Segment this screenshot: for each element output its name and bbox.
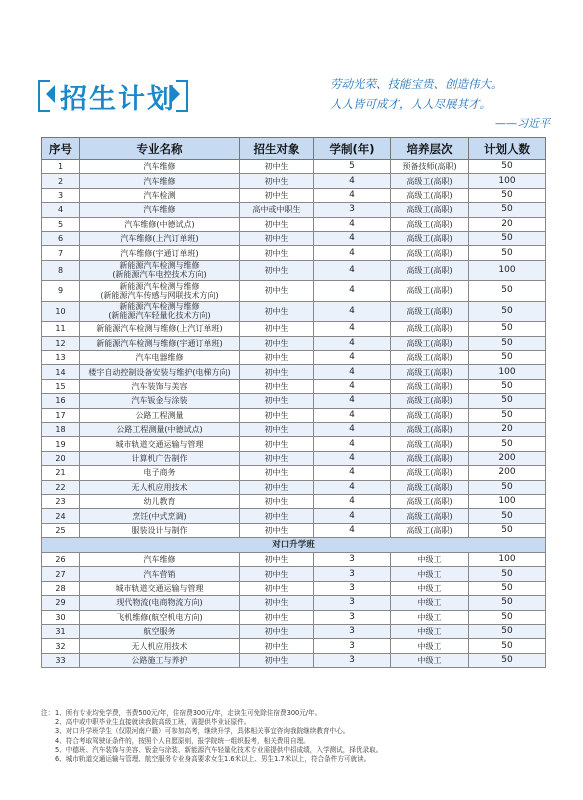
table-cell: 中级工 (391, 596, 469, 610)
table-row (42, 260, 546, 281)
table-cell: 初中生 (240, 509, 314, 523)
table-cell: 公路工程测量(中德试点) (80, 422, 240, 436)
table-cell: 初中生 (240, 437, 314, 451)
table-cell: 初中生 (240, 523, 314, 537)
bracket-right-decoration (176, 80, 188, 112)
table-cell: 初中生 (240, 160, 314, 174)
table-cell: 50 (469, 231, 546, 245)
note-row (41, 746, 551, 755)
table-cell: 4 (314, 174, 391, 188)
table-cell: 高级工(高职) (391, 379, 469, 393)
table-cell: 汽车维修 (80, 174, 240, 188)
table-cell: 50 (469, 188, 546, 202)
table-cell: 高级工(高职) (391, 466, 469, 480)
table-cell: 4 (314, 466, 391, 480)
table-cell: 初中生 (240, 480, 314, 494)
table-cell: 汽车钣金与涂装 (80, 394, 240, 408)
table-cell: 4 (314, 480, 391, 494)
table-cell: 初中生 (240, 567, 314, 581)
table-cell: 初中生 (240, 379, 314, 393)
table-cell: 4 (314, 281, 391, 302)
table-cell: 汽车维修(中德试点) (80, 217, 240, 231)
table-cell: 4 (314, 260, 391, 281)
table-cell: 4 (314, 351, 391, 365)
table-cell: 11 (42, 322, 80, 336)
table-row (42, 451, 546, 465)
quote-line-2: 人人皆可成才，人人尽展其才。 (330, 97, 491, 111)
table-row (42, 203, 546, 217)
table-cell: 初中生 (240, 596, 314, 610)
table-cell: 30 (42, 610, 80, 624)
table-cell: 烹饪(中式烹调) (80, 509, 240, 523)
table-cell: 高级工(高职) (391, 231, 469, 245)
table-cell: 初中生 (240, 653, 314, 667)
table-cell: 4 (314, 523, 391, 537)
table-cell: 初中生 (240, 301, 314, 322)
note-row (41, 727, 551, 736)
table-row (42, 217, 546, 231)
table-cell: 高级工(高职) (391, 509, 469, 523)
note-row (41, 755, 551, 764)
quote-author: ——习近平 (495, 117, 550, 130)
table-row (42, 365, 546, 379)
quote-line-1: 劳动光荣、技能宝贵、创造伟大。 (330, 77, 503, 91)
table-cell: 50 (469, 509, 546, 523)
table-cell: 城市轨道交通运输与管理 (80, 437, 240, 451)
table-cell: 高级工(高职) (391, 246, 469, 260)
table-cell: 公路工程测量 (80, 408, 240, 422)
quote-block (330, 74, 560, 134)
table-cell: 6 (42, 231, 80, 245)
table-row (42, 509, 546, 523)
table-cell: 5 (314, 160, 391, 174)
table-cell: 新能源汽车检测与维修(上汽订单班) (80, 322, 240, 336)
table-cell: 初中生 (240, 365, 314, 379)
table-row (42, 281, 546, 302)
table-cell: 汽车维修(上汽订单班) (80, 231, 240, 245)
table-cell: 17 (42, 408, 80, 422)
table-cell: 200 (469, 466, 546, 480)
note-item: 3、对口升学班学生（仅限河南户籍）可参加高考，继续升学，具体相关事宜咨询我院继续教育中心。 (55, 727, 350, 736)
table-cell: 初中生 (240, 188, 314, 202)
table-cell: 汽车维修 (80, 553, 240, 567)
table-cell: 50 (469, 437, 546, 451)
table-cell: 3 (314, 610, 391, 624)
table-cell: 26 (42, 553, 80, 567)
table-cell: 50 (469, 625, 546, 639)
table-cell: 33 (42, 653, 80, 667)
table-cell: 新能源汽车检测与维修 (新能源汽车轻量化技术方向) (80, 301, 240, 322)
table-cell: 新能源汽车检测与维修 (新能源汽车电控技术方向) (80, 260, 240, 281)
table-cell: 初中生 (240, 351, 314, 365)
table-cell: 20 (42, 451, 80, 465)
table-cell: 28 (42, 581, 80, 595)
table-cell: 50 (469, 281, 546, 302)
table-cell: 高中或中职生 (240, 203, 314, 217)
table-cell: 高级工(高职) (391, 260, 469, 281)
note-item: 6、城市轨道交通运输与管理、航空服务专业身高要求女生1.6米以上、男生1.7米以上，符合条件方可就读。 (55, 755, 371, 764)
table-cell: 50 (469, 639, 546, 653)
table-cell: 4 (314, 217, 391, 231)
table-cell: 高级工(高职) (391, 322, 469, 336)
table-cell: 初中生 (240, 394, 314, 408)
table-cell: 3 (314, 596, 391, 610)
table-cell: 100 (469, 365, 546, 379)
table-cell: 服装设计与制作 (80, 523, 240, 537)
table-cell: 50 (469, 610, 546, 624)
table-cell: 16 (42, 394, 80, 408)
table-cell: 新能源汽车检测与维修(宇通订单班) (80, 336, 240, 350)
table-cell: 4 (314, 422, 391, 436)
table-cell: 50 (469, 581, 546, 595)
table-cell: 汽车电器维修 (80, 351, 240, 365)
table-cell: 4 (314, 336, 391, 350)
table-cell: 高级工(高职) (391, 336, 469, 350)
table-cell: 高级工(高职) (391, 188, 469, 202)
note-item: 5、中德班、汽车装饰与美容、钣金与涂装、新能源汽车轻量化技术专业需提供中招成绩，入学测试，择优录取。 (55, 745, 383, 754)
table-cell: 50 (469, 379, 546, 393)
table-cell: 航空服务 (80, 625, 240, 639)
table-cell: 初中生 (240, 281, 314, 302)
table-cell: 14 (42, 365, 80, 379)
table-cell: 初中生 (240, 581, 314, 595)
note-item: 1、所有专业均免学费，书费500元/年，住宿费300元/年，走读生可免除住宿费300元/年。 (55, 709, 322, 717)
table-cell: 50 (469, 523, 546, 537)
table-cell: 1 (42, 160, 80, 174)
table-cell: 4 (314, 379, 391, 393)
table-cell: 50 (469, 203, 546, 217)
table-cell: 5 (42, 217, 80, 231)
table-cell: 电子商务 (80, 466, 240, 480)
table-cell: 高级工(高职) (391, 203, 469, 217)
table-cell: 4 (314, 365, 391, 379)
table-cell: 3 (314, 553, 391, 567)
table-cell: 8 (42, 260, 80, 281)
table-cell: 汽车维修(宇通订单班) (80, 246, 240, 260)
table-row (42, 581, 546, 595)
table-cell: 19 (42, 437, 80, 451)
table-row (42, 336, 546, 350)
table-cell: 高级工(高职) (391, 351, 469, 365)
table-cell: 23 (42, 494, 80, 508)
table-cell: 18 (42, 422, 80, 436)
column-header: 序号 (42, 138, 80, 160)
table-row (42, 625, 546, 639)
table-cell: 20 (469, 422, 546, 436)
table-body (42, 160, 546, 668)
table-cell: 中级工 (391, 581, 469, 595)
table-cell: 高级工(高职) (391, 394, 469, 408)
table-cell: 高级工(高职) (391, 480, 469, 494)
enrollment-plan-table (41, 137, 546, 668)
table-row (42, 322, 546, 336)
table-cell: 初中生 (240, 408, 314, 422)
table-cell: 高级工(高职) (391, 422, 469, 436)
table-cell: 幼儿教育 (80, 494, 240, 508)
table-cell: 100 (469, 260, 546, 281)
table-cell: 初中生 (240, 322, 314, 336)
table-cell: 初中生 (240, 451, 314, 465)
column-header: 培养层次 (391, 138, 469, 160)
note-row (41, 737, 551, 746)
table-cell: 12 (42, 336, 80, 350)
table-cell: 汽车检测 (80, 188, 240, 202)
table-cell: 4 (314, 301, 391, 322)
table-row (42, 246, 546, 260)
table-cell: 4 (314, 231, 391, 245)
table-cell: 50 (469, 408, 546, 422)
note-item: 4、符合考取驾驶证条件的，按照个人自愿原则，报学院统一组织报考，相关费用自理。 (55, 736, 310, 745)
table-row (42, 494, 546, 508)
table-cell: 15 (42, 379, 80, 393)
table-cell: 高级工(高职) (391, 523, 469, 537)
table-cell: 25 (42, 523, 80, 537)
table-cell: 初中生 (240, 610, 314, 624)
table-cell: 50 (469, 480, 546, 494)
table-cell: 20 (469, 217, 546, 231)
table-row (42, 422, 546, 436)
table-cell: 初中生 (240, 260, 314, 281)
table-cell: 50 (469, 596, 546, 610)
table-cell: 城市轨道交通运输与管理 (80, 581, 240, 595)
table-cell: 3 (314, 567, 391, 581)
table-cell: 无人机应用技术 (80, 480, 240, 494)
page-title-text: 招生计划 (60, 84, 176, 115)
table-cell: 13 (42, 351, 80, 365)
table-row (42, 523, 546, 537)
table-cell: 新能源汽车检测与维修 (新能源汽车传感与网联技术方向) (80, 281, 240, 302)
table-cell: 9 (42, 281, 80, 302)
table-cell: 高级工(高职) (391, 217, 469, 231)
table-cell: 计算机广告制作 (80, 451, 240, 465)
table-cell: 汽车装饰与美容 (80, 379, 240, 393)
arrow-left-icon (46, 85, 55, 103)
table-cell: 初中生 (240, 639, 314, 653)
notes-section (41, 709, 551, 764)
table-cell: 50 (469, 160, 546, 174)
table-cell: 27 (42, 567, 80, 581)
table-cell: 4 (314, 394, 391, 408)
table-row (42, 231, 546, 245)
table-cell: 10 (42, 301, 80, 322)
table-cell: 高级工(高职) (391, 365, 469, 379)
table-cell: 100 (469, 494, 546, 508)
table-cell: 50 (469, 567, 546, 581)
table-cell: 汽车维修 (80, 203, 240, 217)
table-row (42, 351, 546, 365)
table-cell: 4 (314, 408, 391, 422)
table-cell: 楼宇自动控制设备安装与维护(电梯方向) (80, 365, 240, 379)
table-cell: 公路施工与养护 (80, 653, 240, 667)
table-cell: 高级工(高职) (391, 451, 469, 465)
table-cell: 4 (314, 494, 391, 508)
table-cell: 初中生 (240, 174, 314, 188)
table-cell: 高级工(高职) (391, 437, 469, 451)
table-cell: 中级工 (391, 567, 469, 581)
table-cell: 50 (469, 336, 546, 350)
note-row (41, 709, 551, 718)
table-cell: 50 (469, 394, 546, 408)
table-cell: 现代物流(电商物流方向) (80, 596, 240, 610)
table-row (42, 160, 546, 174)
column-header: 学制(年) (314, 138, 391, 160)
table-cell: 24 (42, 509, 80, 523)
table-row (42, 174, 546, 188)
table-row (42, 596, 546, 610)
table-row (42, 301, 546, 322)
table-cell: 4 (314, 451, 391, 465)
table-cell: 初中生 (240, 231, 314, 245)
table-row (42, 567, 546, 581)
table-cell: 飞机维修(航空机电方向) (80, 610, 240, 624)
table-row (42, 437, 546, 451)
table-cell: 无人机应用技术 (80, 639, 240, 653)
table-cell: 初中生 (240, 466, 314, 480)
table-cell: 3 (314, 639, 391, 653)
table-cell: 初中生 (240, 217, 314, 231)
column-header: 计划人数 (469, 138, 546, 160)
table-cell: 3 (314, 203, 391, 217)
table-cell: 22 (42, 480, 80, 494)
table-cell: 初中生 (240, 625, 314, 639)
table-cell: 100 (469, 553, 546, 567)
notes-label: 注： (41, 709, 55, 717)
table-cell: 汽车营销 (80, 567, 240, 581)
table-cell: 200 (469, 451, 546, 465)
table-cell: 高级工(高职) (391, 494, 469, 508)
column-header: 专业名称 (80, 138, 240, 160)
table-cell: 中级工 (391, 639, 469, 653)
table-cell: 50 (469, 322, 546, 336)
table-cell: 高级工(高职) (391, 281, 469, 302)
table-cell: 4 (314, 509, 391, 523)
table-row (42, 610, 546, 624)
table-row (42, 553, 546, 567)
table-cell: 4 (314, 188, 391, 202)
column-header: 招生对象 (240, 138, 314, 160)
table-cell: 2 (42, 174, 80, 188)
table-row (42, 466, 546, 480)
table-cell: 4 (314, 246, 391, 260)
section-label: 对口升学班 (42, 538, 546, 553)
table-cell: 31 (42, 625, 80, 639)
table-cell: 29 (42, 596, 80, 610)
table-cell: 32 (42, 639, 80, 653)
table-cell: 3 (42, 188, 80, 202)
page-title (38, 74, 188, 114)
table-cell: 初中生 (240, 553, 314, 567)
table-cell: 初中生 (240, 246, 314, 260)
table-cell: 4 (314, 437, 391, 451)
table-cell: 预备技师(高职) (391, 160, 469, 174)
table-cell: 汽车维修 (80, 160, 240, 174)
table-cell: 50 (469, 351, 546, 365)
table-cell: 初中生 (240, 494, 314, 508)
table-cell: 高级工(高职) (391, 301, 469, 322)
table-cell: 21 (42, 466, 80, 480)
table-row (42, 480, 546, 494)
table-cell: 初中生 (240, 422, 314, 436)
table-cell: 中级工 (391, 625, 469, 639)
table-cell: 高级工(高职) (391, 174, 469, 188)
table-cell: 4 (42, 203, 80, 217)
table-cell: 中级工 (391, 653, 469, 667)
table-row (42, 188, 546, 202)
table-cell: 50 (469, 301, 546, 322)
table-row (42, 639, 546, 653)
table-row (42, 379, 546, 393)
table-cell: 中级工 (391, 610, 469, 624)
table-cell: 100 (469, 174, 546, 188)
table-cell: 初中生 (240, 336, 314, 350)
table-header-row (42, 138, 546, 160)
table-cell: 高级工(高职) (391, 408, 469, 422)
table-row (42, 394, 546, 408)
table-cell: 3 (314, 581, 391, 595)
table-cell: 3 (314, 625, 391, 639)
table-cell: 3 (314, 653, 391, 667)
section-row (42, 538, 546, 553)
table-cell: 中级工 (391, 553, 469, 567)
table-row (42, 653, 546, 667)
note-item: 2、高中或中职毕业生直接就读我院高级工班，需提供毕业证原件。 (55, 718, 251, 727)
table-row (42, 408, 546, 422)
table-cell: 50 (469, 246, 546, 260)
table-cell: 4 (314, 322, 391, 336)
table-cell: 50 (469, 653, 546, 667)
table-cell: 7 (42, 246, 80, 260)
